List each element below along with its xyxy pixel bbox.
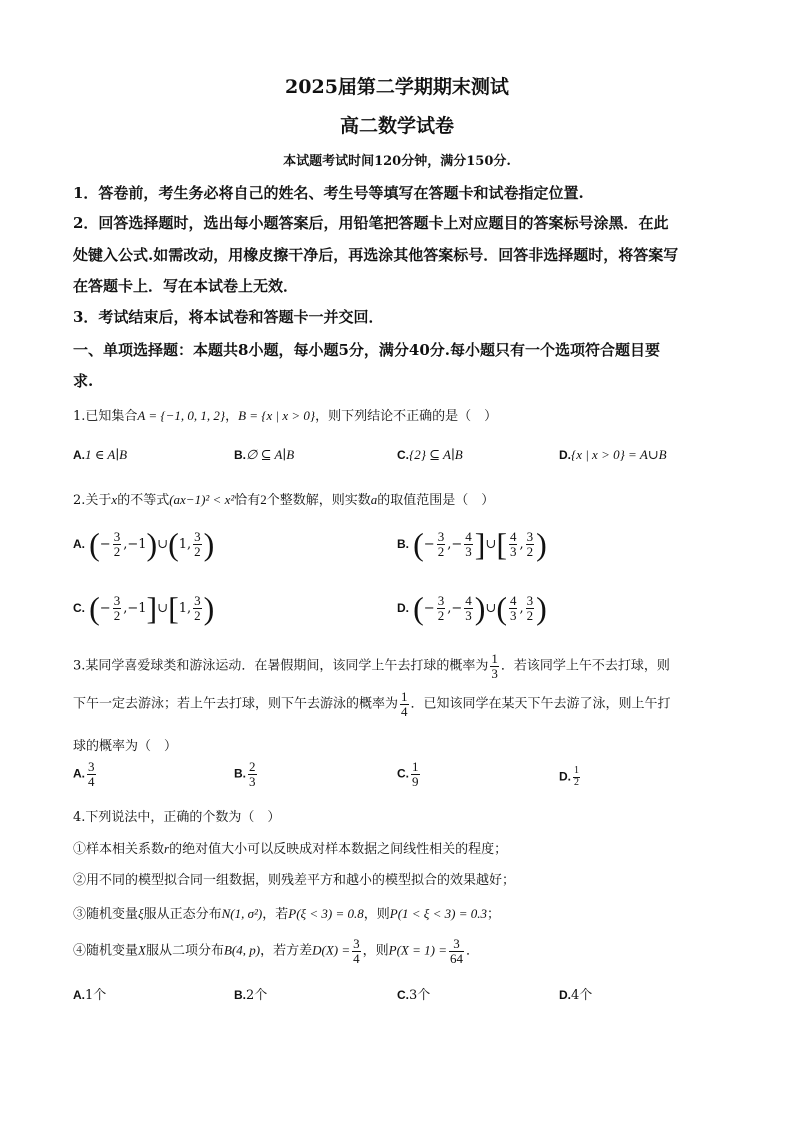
q1-prefix: 1.已知集合 xyxy=(73,409,138,424)
q2-mid2: 恰有 xyxy=(234,493,261,508)
fraction xyxy=(449,937,464,965)
bracket: ] xyxy=(146,590,158,626)
frac-num: 3 xyxy=(88,759,95,774)
frac-den: 3 xyxy=(509,544,517,559)
option-label: D. xyxy=(559,769,571,784)
q1-set-b: B = {x | x > 0} xyxy=(238,408,316,423)
comma: , xyxy=(123,537,128,552)
question-2-stem xyxy=(73,489,494,508)
q3-option-c[interactable] xyxy=(397,760,422,788)
union-sign: ∪ xyxy=(485,601,497,616)
q2-suffix: 的取值范围是（ ） xyxy=(377,493,495,508)
frac-den: 3 xyxy=(509,608,517,623)
option-text: ∅ ⊆ A∣B xyxy=(246,447,295,462)
q2-inequality: (ax−1)² < x² xyxy=(169,492,235,507)
frac-den: 2 xyxy=(194,608,201,623)
frac-den: 2 xyxy=(437,608,445,623)
instruction-line: 3．考试结束后，将本试卷和答题卡一并交回． xyxy=(73,308,384,326)
fraction xyxy=(113,530,122,558)
q2-option-a[interactable] xyxy=(73,526,214,563)
q4-variance: D(X) = xyxy=(312,942,351,958)
fraction xyxy=(490,652,499,680)
q1-suffix: ，则下列结论不正确的是（ ） xyxy=(315,409,498,424)
option-label: B. xyxy=(234,988,246,1002)
minus-sign: − xyxy=(423,537,435,552)
q3-option-d[interactable] xyxy=(559,766,582,788)
q2-option-d[interactable] xyxy=(397,590,547,627)
fraction xyxy=(113,594,122,622)
value: −1 xyxy=(127,537,147,552)
frac-den: 2 xyxy=(194,544,201,559)
fraction xyxy=(464,530,473,558)
option-label: C. xyxy=(397,448,409,462)
option-text: 3个 xyxy=(409,988,431,1003)
q4-text: ． xyxy=(465,943,479,959)
frac-num: 3 xyxy=(437,529,445,545)
frac-num: 4 xyxy=(465,593,472,609)
fraction xyxy=(193,530,202,558)
q1-sep: ， xyxy=(225,409,239,424)
fraction xyxy=(411,760,420,788)
q3-text: 下午一定去游泳；若上午去打球，则下午去游泳的概率为 xyxy=(73,696,399,712)
option-text: 1 ∈ A∣B xyxy=(85,447,128,462)
comma: , xyxy=(187,601,192,616)
q4-text: ，则 xyxy=(362,943,389,959)
comma: , xyxy=(519,601,524,616)
q3-option-b[interactable] xyxy=(234,760,259,788)
q2-option-b[interactable] xyxy=(397,526,547,563)
paren: ) xyxy=(203,526,215,562)
minus-sign: − xyxy=(99,601,111,616)
union-sign: ∪ xyxy=(157,537,169,552)
frac-den: 4 xyxy=(88,773,95,789)
q4-var-x: X xyxy=(138,942,146,958)
q4-statement-4 xyxy=(73,937,479,965)
fraction xyxy=(352,937,361,965)
q1-option-c[interactable] xyxy=(397,447,463,463)
frac-num: 3 xyxy=(526,529,534,545)
question-3-line-1 xyxy=(73,652,670,680)
frac-den: 4 xyxy=(401,703,408,719)
q1-set-a: A = {−1, 0, 1, 2} xyxy=(137,408,226,423)
comma: , xyxy=(447,537,452,552)
frac-den: 4 xyxy=(353,950,360,966)
q4-option-d[interactable] xyxy=(559,984,592,1003)
q4-option-c[interactable] xyxy=(397,984,430,1003)
option-text: 4个 xyxy=(571,988,593,1003)
frac-den: 3 xyxy=(249,773,256,789)
option-label: D. xyxy=(559,448,571,462)
frac-den: 64 xyxy=(449,950,463,966)
frac-den: 3 xyxy=(465,544,472,559)
paren: ( xyxy=(89,526,100,562)
frac-num: 3 xyxy=(113,529,121,545)
frac-den: 2 xyxy=(113,608,121,623)
frac-num: 3 xyxy=(113,593,121,609)
section-heading: 一、单项选择题：本题共8小题，每小题5分，满分40分.每小题只有一个选项符合题目要 xyxy=(73,341,660,359)
fraction xyxy=(573,766,580,788)
frac-num: 1 xyxy=(401,689,408,704)
frac-num: 4 xyxy=(509,593,517,609)
paren: ( xyxy=(413,526,424,562)
paren: ( xyxy=(168,526,179,562)
q4-prob-x1: P(X = 1) = xyxy=(388,942,447,958)
paren: ) xyxy=(536,590,547,626)
paren: ) xyxy=(536,526,547,562)
paren: ) xyxy=(474,590,486,626)
q4-option-b[interactable] xyxy=(234,984,267,1003)
option-label: D. xyxy=(397,601,409,615)
frac-num: 3 xyxy=(194,529,201,545)
q2-var-a: a xyxy=(370,492,378,507)
question-3-line-2 xyxy=(73,690,671,718)
paren: ( xyxy=(89,590,100,626)
comma: , xyxy=(123,601,128,616)
q4-text: ，若方差 xyxy=(260,943,313,959)
q3-text: ．已知该同学在某天下午去游了泳，则上午打 xyxy=(410,696,671,712)
q3-text: ．若该同学上午不去打球，则 xyxy=(500,658,670,674)
q1-option-b[interactable] xyxy=(234,447,294,463)
bracket: [ xyxy=(496,526,507,562)
q4-prob-1: P(ξ < 3) = 0.8 xyxy=(288,906,364,921)
option-label: A. xyxy=(73,988,85,1002)
instruction-line: 在答题卡上．写在本试卷上无效． xyxy=(73,277,299,295)
option-label: C. xyxy=(397,766,409,781)
q4-text: ④随机变量 xyxy=(73,943,139,959)
frac-den: 9 xyxy=(412,773,419,789)
option-label: A. xyxy=(73,766,85,781)
q3-text: 3.某同学喜爱球类和游泳运动．在暑假期间，该同学上午去打球的概率为 xyxy=(73,658,489,674)
frac-num: 1 xyxy=(412,759,419,774)
q4-text: ③随机变量 xyxy=(73,907,139,922)
frac-den: 2 xyxy=(526,608,534,623)
union-sign: ∪ xyxy=(157,601,169,616)
fraction xyxy=(437,594,446,622)
comma: , xyxy=(519,537,524,552)
option-label: C. xyxy=(73,601,85,615)
frac-num: 1 xyxy=(574,765,579,776)
paren: ( xyxy=(496,590,507,626)
option-text: {x | x > 0} = A∪B xyxy=(571,447,667,462)
fraction xyxy=(464,594,473,622)
frac-num: 3 xyxy=(194,593,201,609)
q2-count: 2 xyxy=(260,492,267,507)
option-label: D. xyxy=(559,988,571,1002)
section-heading-cont: 求. xyxy=(73,372,94,390)
paren: ( xyxy=(413,590,424,626)
frac-num: 4 xyxy=(465,529,472,545)
option-label: B. xyxy=(234,448,246,462)
q2-prefix: 2.关于 xyxy=(73,493,112,508)
exam-info: 本试题考试时间120分钟，满分150分. xyxy=(283,154,511,169)
fraction xyxy=(526,594,535,622)
q4-statement-1 xyxy=(73,838,507,857)
fraction xyxy=(526,530,535,558)
fraction xyxy=(87,760,96,788)
minus-sign: − xyxy=(451,537,463,552)
q4-prob-2: P(1 < ξ < 3) = 0.3 xyxy=(389,906,487,921)
option-text: 1个 xyxy=(85,988,107,1003)
value: 1 xyxy=(178,537,188,552)
q4-text: ①样本相关系数 xyxy=(73,842,165,857)
q4-var-xi: ξ xyxy=(138,906,144,921)
q1-option-a[interactable] xyxy=(73,447,127,463)
paren: ) xyxy=(203,590,215,626)
q2-mid3: 个整数解，则实数 xyxy=(266,493,371,508)
q1-option-d[interactable] xyxy=(559,447,667,463)
bracket: [ xyxy=(168,590,179,626)
frac-num: 3 xyxy=(353,936,360,951)
q4-normal-dist: N(1, σ²) xyxy=(221,906,263,921)
frac-den: 2 xyxy=(437,544,445,559)
q4-option-a[interactable] xyxy=(73,984,106,1003)
frac-den: 2 xyxy=(574,776,579,788)
fraction xyxy=(193,594,202,622)
q4-var-r: r xyxy=(164,841,170,856)
instruction-line: 2．回答选择题时，选出每小题答案后，用铅笔把答题卡上对应题目的答案标号涂黑．在此 xyxy=(73,214,669,232)
q2-mid: 的不等式 xyxy=(117,493,170,508)
fraction xyxy=(509,594,518,622)
fraction xyxy=(509,530,518,558)
bracket: ] xyxy=(474,526,486,562)
q4-statement-2: ②用不同的模型拟合同一组数据，则残差平方和越小的模型拟合的效果越好； xyxy=(73,873,516,888)
exam-title: 2025届第二学期期末测试 xyxy=(285,76,509,98)
q4-binomial-dist: B(4, p) xyxy=(223,942,261,958)
instruction-line: 1．答卷前，考生务必将自己的姓名、考生号等填写在答题卡和试卷指定位置. xyxy=(73,184,584,202)
fraction xyxy=(248,760,257,788)
frac-den: 3 xyxy=(465,608,472,623)
q4-statement-3 xyxy=(73,903,500,922)
value: 1 xyxy=(178,601,188,616)
q4-text: 服从二项分布 xyxy=(145,943,224,959)
minus-sign: − xyxy=(99,537,111,552)
frac-num: 1 xyxy=(491,651,498,666)
q4-text: ； xyxy=(486,907,500,922)
q2-option-c[interactable] xyxy=(73,590,214,627)
question-1-stem xyxy=(73,405,497,424)
option-label: B. xyxy=(234,766,246,781)
q4-text: ，则 xyxy=(363,907,390,922)
question-4-stem: 4.下列说法中，正确的个数为（ ） xyxy=(73,810,281,825)
value: −1 xyxy=(127,601,147,616)
option-label: A. xyxy=(73,537,85,551)
exam-subtitle: 高二数学试卷 xyxy=(339,115,454,137)
comma: , xyxy=(447,601,452,616)
option-label: C. xyxy=(397,988,409,1002)
frac-den: 2 xyxy=(113,544,121,559)
minus-sign: − xyxy=(423,601,435,616)
paren: ) xyxy=(146,526,158,562)
question-3-line-3: 球的概率为（ ） xyxy=(73,739,178,754)
q2-var-x: x xyxy=(111,492,118,507)
option-text: 2个 xyxy=(246,988,268,1003)
frac-num: 3 xyxy=(526,593,534,609)
frac-den: 3 xyxy=(491,665,498,681)
option-text: {2} ⊆ A∣B xyxy=(409,447,463,462)
frac-num: 4 xyxy=(509,529,517,545)
frac-num: 3 xyxy=(449,937,464,952)
q4-text: 的绝对值大小可以反映成对样本数据之间线性相关的程度； xyxy=(169,842,508,857)
q3-option-a[interactable] xyxy=(73,760,98,788)
minus-sign: − xyxy=(451,601,463,616)
frac-num: 2 xyxy=(249,759,256,774)
comma: , xyxy=(187,537,192,552)
option-label: A. xyxy=(73,448,85,462)
fraction xyxy=(400,690,409,718)
frac-num: 3 xyxy=(437,593,445,609)
instruction-line: 处键入公式.如需改动，用橡皮擦干净后，再选涂其他答案标号．回答非选择题时，将答案写 xyxy=(73,246,679,264)
option-label: B. xyxy=(397,537,409,551)
union-sign: ∪ xyxy=(485,537,497,552)
frac-den: 2 xyxy=(526,544,534,559)
q4-text: ，若 xyxy=(262,907,289,922)
fraction xyxy=(437,530,446,558)
q4-text: 服从正态分布 xyxy=(143,907,222,922)
